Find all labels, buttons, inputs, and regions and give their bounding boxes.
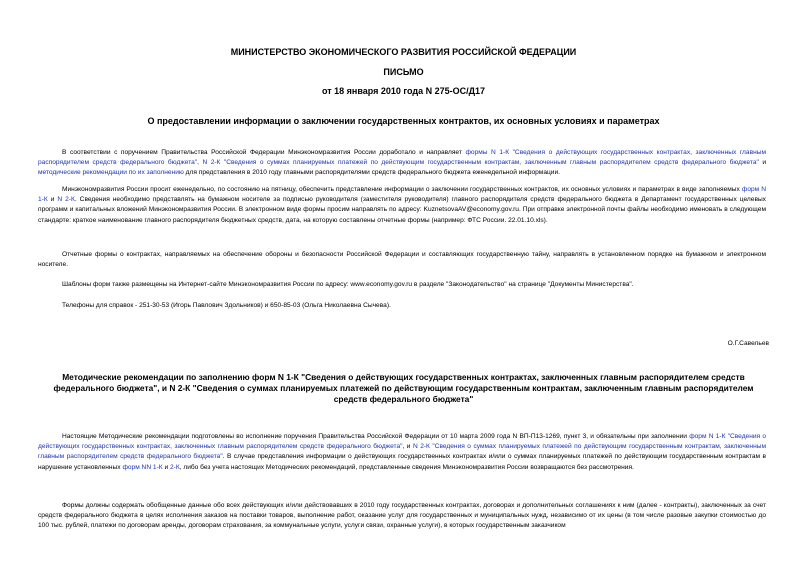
link-form-2k[interactable]: N 2-К (57, 196, 75, 204)
paragraph-text: . Сведения необходимо представлять на бумажном носителе за подписью руководителя (заместителя руководителя) главного распорядителя средств федерального бюджета в Департамент государственных целевых программ и капитальных вложений Минэкономразвития России. В электронном виде формы просим направлять по адресу: KuznetsovaAV@economy.gov.ru. При отправке электронной почты файлы необходимо именовать в следующем стандарте: краткое наименование главного распорядителя бюджетных средств, дата, на которую составлены отчетные формы (например: ФТС России. 22.01.10.xls). (38, 196, 766, 224)
paragraph-4: Шаблоны форм также размещены на Интернет-сайте Минэкономразвития России по адресу: www.economy.gov.ru в разделе "Законодательство" на странице "Документы Министерства". (62, 281, 634, 288)
paragraph-text: Минэкономразвития России просит еженедельно, по состоянию на пятницу, обеспечить представление информации о заключении государственных контрактов, их основных условиях и параметрах в виде заполняемых (62, 186, 742, 193)
paragraph-text: Настоящие Методические рекомендации подготовлены во исполнение поручения Правительства Российской Федерации от 10 марта 2009 года N ВП-П13-1269, пункт 3, и обязательны при заполнении (62, 433, 690, 440)
document-type-heading: ПИСЬМО (383, 67, 424, 77)
document-subject: О предоставлении информации о заключении государственных контрактов, их основных условиях и параметрах (147, 116, 660, 126)
paragraph-text: и (162, 463, 170, 471)
paragraph-text: и (47, 196, 58, 204)
paragraph-1 (38, 148, 766, 179)
document-date-number: от 18 января 2010 года N 275-ОС/Д17 (321, 86, 486, 96)
paragraph-5: Телефоны для справок - 251-30-53 (Игорь Павлович Здольников) и 650-85-03 (Ольга Николаевна Сычева). (62, 302, 391, 309)
paragraph-7: Формы должны содержать обобщенные данные обо всех действующих и/или действовавших в 2010 году государственных контрактах, договорах и дополнительных соглашениях к ним (далее - контракты), заключенных за счет средств федерального бюджета в целях исполнения заказов на поставки товаров, выполнение работ, оказание услуг для государственных и муниципальных нужд, независимо от их цены (в том числе разовые закупки стоимостью до 100 тыс. рублей, платежи по договорам аренды, договорам страхования, за коммунальные услуги, услуги связи, охранные услуги), в которых государственным заказчиком (38, 502, 766, 530)
link-forms-nn-1k[interactable]: форм NN 1-К (122, 463, 163, 471)
paragraph-text: , и (402, 443, 413, 451)
paragraph-2 (38, 185, 766, 226)
link-method-recommendations[interactable]: методические рекомендации по их заполнению (38, 169, 184, 177)
paragraph-6 (38, 432, 766, 473)
link-form-2k-full[interactable]: N 2-К "Сведения о суммах планируемых платежей по действующим государственным контрактам, заключенным главным распорядителем средств федерального бюджета" (38, 443, 766, 461)
paragraph-3: Отчетные формы о контрактах, направляемых на обеспечение обороны и безопасности Российской Федерации и составляющих государственную тайну, направлять в установленном порядке на бумажном и электронном носителе. (38, 251, 766, 269)
link-forms-2k[interactable]: 2-К (169, 463, 180, 471)
link-form-1k-full[interactable]: форм N 1-К "Сведения о действующих государственных контрактах, заключенных главным распорядителем средств федерального бюджета" (38, 433, 766, 451)
ministry-heading: МИНИСТЕРСТВО ЭКОНОМИЧЕСКОГО РАЗВИТИЯ РОССИЙСКОЙ ФЕДЕРАЦИИ (230, 47, 577, 57)
paragraph-text: В соответствии с поручением Правительства Российской Федерации Минэкономразвития России доработало и направляет (62, 149, 466, 156)
paragraph-text: . В случае представления информации о действующих государственных контрактах и/или о суммах планируемых платежей по действующим государственным контрактам в нарушение установленных (38, 453, 766, 471)
link-forms-1k-2k[interactable]: формы N 1-К "Сведения о действующих государственных контрактах, заключенных главным распорядителем средств федерального бюджета", N 2-К "Сведения о суммах планируемых платежей по действующим государственным контрактам, заключенным главным распорядителем средств федерального бюджета" (38, 149, 766, 167)
paragraph-text: для представления в 2010 году главными распорядителями средств федерального бюджета еженедельной информации. (183, 169, 560, 177)
method-recommendations-title: Методические рекомендации по заполнению форм N 1-К "Сведения о действующих государственных контрактах, заключенных главным распорядителем средств федерального бюджета", и N 2-К "Сведения о суммах планируемых платежей по действующим государственным контрактам, заключенным главным распорядителем средств федерального бюджета" (53, 372, 754, 404)
paragraph-text: , либо без учета настоящих Методических рекомендаций, представленные сведения Минэкономразвития России возвращаются без рассмотрения. (179, 463, 634, 471)
link-form-1k[interactable]: форм N 1-К (38, 186, 766, 204)
paragraph-text: и (758, 159, 767, 167)
signature: О.Г.Савельев (727, 340, 769, 347)
